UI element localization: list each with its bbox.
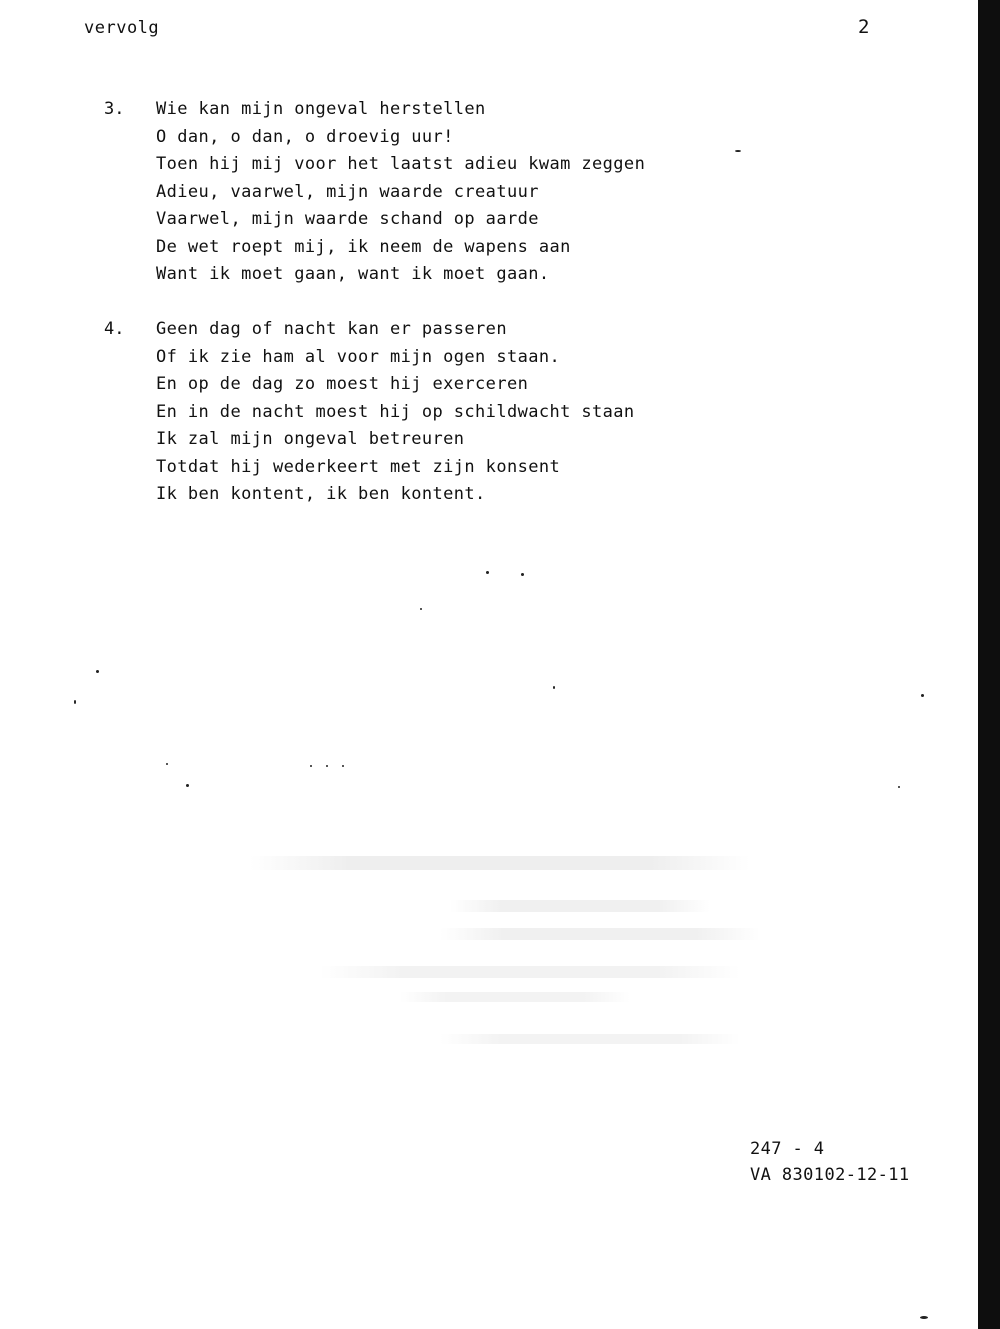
verse-line: Wie kan mijn ongeval herstellen [156, 99, 486, 119]
stanza-lines [156, 96, 716, 289]
verse-line: Want ik moet gaan, want ik moet gaan. [156, 264, 550, 284]
verse-line: Ik zal mijn ongeval betreuren [156, 429, 465, 449]
stanza-lines [156, 316, 716, 509]
archive-reference [750, 1136, 910, 1188]
item-number: 247 - 4 [750, 1139, 825, 1159]
verse-line: Of ik zie ham al voor mijn ogen staan. [156, 346, 561, 367]
verse-line: Ik ben kontent, ik ben kontent. [156, 484, 486, 504]
verse-line: Toen hij mij voor het laatst adieu kwam zeggen [156, 154, 646, 174]
archive-code: VA 830102-12-11 [750, 1165, 910, 1185]
scan-edge [978, 0, 1000, 1329]
verse-line: De wet roept mij, ik neem de wapens aan [156, 236, 571, 257]
continuation-label: vervolg [84, 18, 160, 38]
verse-line: Geen dag of nacht kan er passeren [156, 319, 507, 339]
verse-line: Vaarwel, mijn waarde schand op aarde [156, 209, 539, 229]
verse-line: En op de dag zo moest hij exerceren [156, 374, 529, 394]
verse-line: En in de nacht moest hij op schildwacht staan [156, 401, 635, 422]
stanza-number: 3. [104, 99, 125, 119]
verse-line: Totdat hij wederkeert met zijn konsent [156, 456, 561, 477]
stanza-number: 4. [104, 319, 125, 339]
verse-line: Adieu, vaarwel, mijn waarde creatuur [156, 181, 539, 202]
verse-line: O dan, o dan, o droevig uur! [156, 126, 454, 147]
page-number: 2 [858, 16, 870, 38]
